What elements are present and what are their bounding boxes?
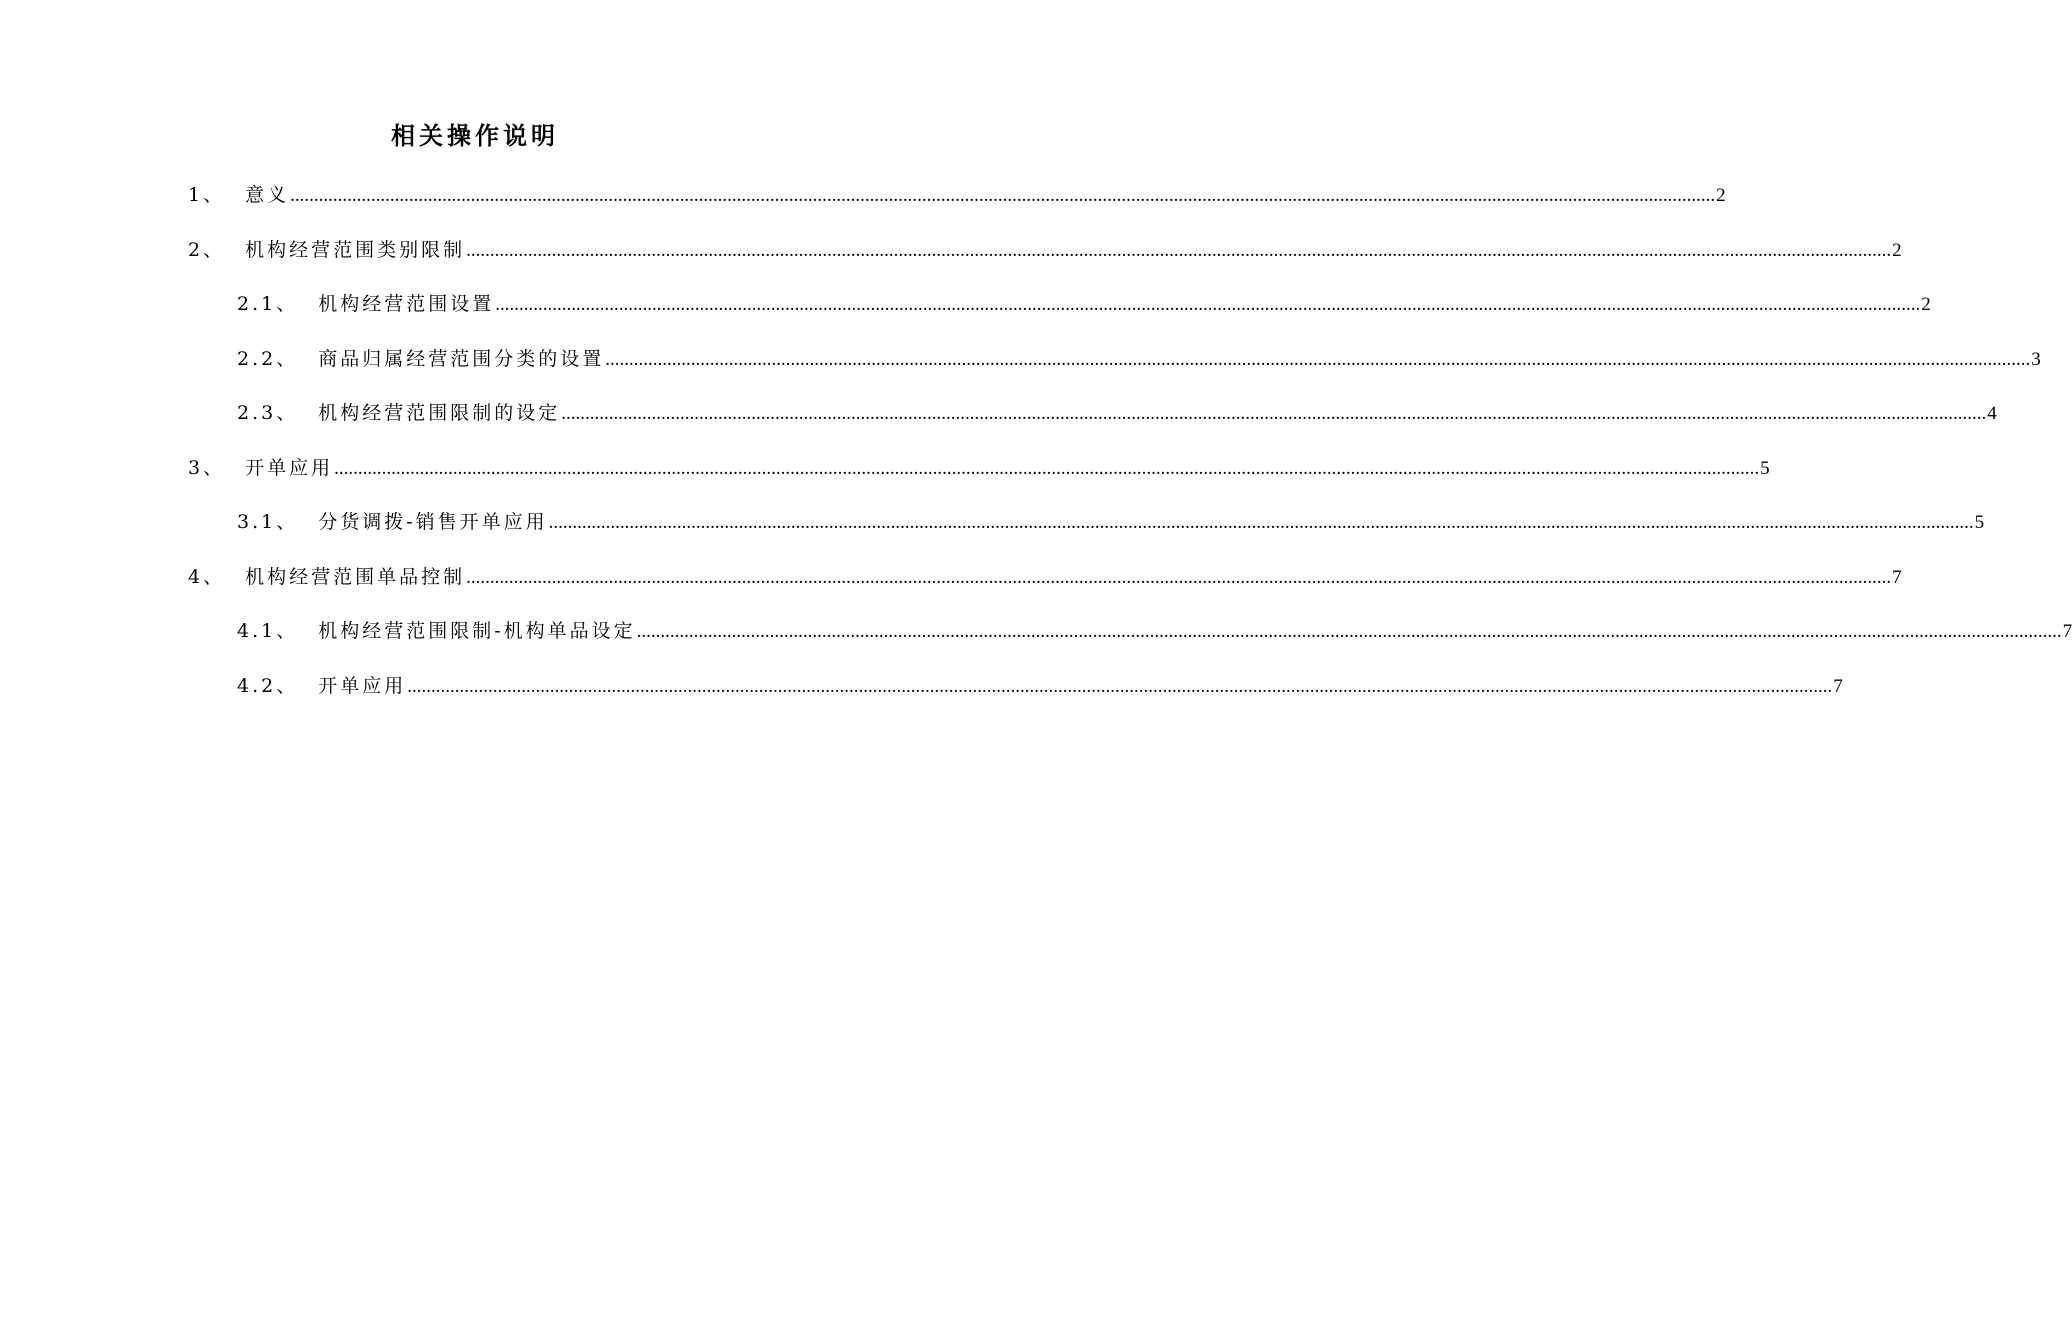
toc-entry-label: 机构经营范围单品控制 [245,565,466,588]
toc-entry-label: 机构经营范围限制-机构单品设定 [318,620,636,642]
toc-entry-number: 2.2、 [237,347,299,370]
table-of-contents [188,180,2072,725]
toc-entry-number: 3、 [188,456,226,479]
toc-entry[interactable] [188,289,1931,344]
toc-entry-label: 机构经营范围设置 [318,293,495,315]
toc-entry-number: 2.1、 [237,293,299,315]
toc-entry-page: 7 [1892,566,1902,588]
toc-entry-page: 3 [2031,348,2041,370]
toc-entry-page: 2 [1716,185,1726,206]
toc-dot-leader: ............................................................................................................................................................................................................................................................................................................ [334,457,1760,479]
toc-dot-leader: ............................................................................................................................................................................................................................................................................................................ [561,403,1987,424]
toc-dot-leader: ............................................................................................................................................................................................................................................................................................................ [605,348,2031,370]
toc-entry[interactable] [188,398,1997,453]
toc-entry-label: 机构经营范围类别限制 [245,238,466,261]
toc-entry-label: 分货调拨-销售开单应用 [318,511,548,533]
toc-entry[interactable] [188,507,1985,562]
toc-dot-leader: ............................................................................................................................................................................................................................................................................................................ [466,239,1892,261]
toc-entry-label: 机构经营范围限制的设定 [318,402,561,424]
toc-entry[interactable] [188,562,1902,617]
toc-entry-page: 2 [1892,239,1902,261]
toc-entry[interactable] [188,235,1902,290]
toc-entry-number: 1、 [188,184,226,206]
toc-dot-leader: ............................................................................................................................................................................................................................................................................................................ [407,675,1833,697]
toc-entry-page: 5 [1974,512,1985,533]
toc-entry-page: 4 [1987,403,1997,424]
toc-entry-page: 7 [1833,675,1843,697]
toc-entry[interactable] [188,180,1726,235]
toc-entry-page: 5 [1760,457,1770,479]
toc-entry-number: 4、 [188,565,226,588]
page-title: 相关操作说明 [391,121,559,150]
toc-dot-leader: ............................................................................................................................................................................................................................................................................................................ [636,621,2062,642]
toc-entry-label: 开单应用 [318,674,407,697]
toc-entry[interactable] [188,671,1843,726]
toc-entry-page: 7 [2062,621,2072,642]
toc-entry-label: 商品归属经营范围分类的设置 [318,347,605,370]
toc-entry-number: 3.1、 [237,511,299,533]
toc-entry[interactable] [188,344,2041,399]
toc-entry-number: 2.3、 [237,402,299,424]
toc-entry-number: 4.2、 [237,674,299,697]
toc-entry-label: 意义 [245,184,290,206]
toc-dot-leader: ............................................................................................................................................................................................................................................................................................................ [466,566,1892,588]
toc-dot-leader: ............................................................................................................................................................................................................................................................................................................ [548,512,1974,533]
toc-entry-number: 2、 [188,238,226,261]
toc-entry-page: 2 [1921,294,1931,315]
toc-entry[interactable] [188,616,2072,671]
toc-entry[interactable] [188,453,1770,508]
toc-dot-leader: ............................................................................................................................................................................................................................................................................................................ [495,294,1921,315]
toc-entry-number: 4.1、 [237,620,299,642]
toc-entry-label: 开单应用 [245,456,334,479]
toc-dot-leader: ............................................................................................................................................................................................................................................................................................................ [290,185,1716,206]
